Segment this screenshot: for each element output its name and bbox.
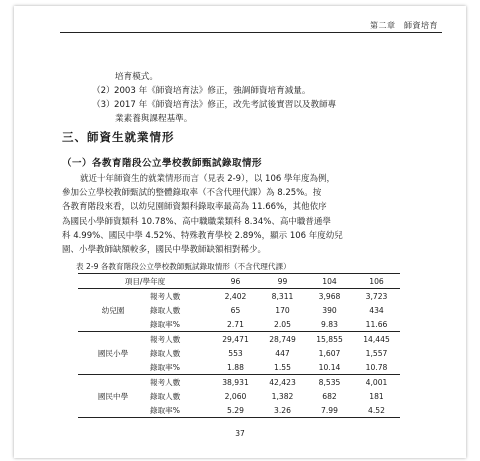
- value-cell: 38,931: [222, 377, 249, 387]
- value-cell: 14,445: [363, 334, 390, 344]
- value-cell: 7.99: [321, 405, 338, 415]
- value-cell: 3,723: [365, 291, 388, 301]
- subsection-title: （一）各教育階段公立學校教師甄試錄取情形: [62, 158, 263, 169]
- value-cell: 2.05: [274, 319, 291, 329]
- header-rule: [60, 32, 442, 33]
- list-item-text: 2003 年《師資培育法》修正，強調師資培育減量。: [114, 86, 311, 96]
- value-cell: 29,471: [222, 334, 249, 344]
- list-item-number: （2）: [92, 86, 115, 96]
- item-cell: 錄取率%: [150, 405, 180, 415]
- header-cell-year: 96: [230, 276, 241, 286]
- table-group: [78, 289, 400, 332]
- value-cell: 682: [322, 391, 337, 401]
- header-cell-year: 106: [369, 276, 384, 286]
- item-cell: 錄取人數: [150, 305, 181, 315]
- value-cell: 8,535: [318, 377, 341, 387]
- value-cell: 28,749: [269, 334, 296, 344]
- value-cell: 1,382: [271, 391, 294, 401]
- item-cell: 錄取人數: [150, 391, 181, 401]
- item-cell: 錄取人數: [150, 348, 181, 358]
- page-number: 37: [235, 429, 245, 438]
- value-cell: 10.14: [318, 362, 341, 372]
- item-cell: 錄取率%: [150, 362, 180, 372]
- value-cell: 1.55: [274, 362, 291, 372]
- value-cell: 1,607: [318, 348, 341, 358]
- list-item-text: 2017 年《師資培育法》修正，改先考試後實習以及教師專: [114, 100, 337, 110]
- table-caption: 表 2-9 各教育階段公立學校教師甄試錄取情形（不含代理代課）: [76, 262, 291, 271]
- level-cell: 幼兒園: [101, 305, 125, 315]
- table-row: [78, 332, 400, 347]
- value-cell: 4,001: [365, 377, 388, 387]
- paragraph-line: 就近十年師資生的就業情形而言（見表 2-9），以 106 學年度為例，: [80, 174, 335, 184]
- paragraph-line: 各教育階段來看，以幼兒園師資類科錄取率最高為 11.66%，其他依序: [62, 202, 327, 213]
- value-cell: 1.88: [227, 362, 244, 372]
- value-cell: 447: [275, 348, 290, 358]
- table-row: [78, 289, 400, 304]
- value-cell: 2,402: [224, 291, 247, 301]
- list-item: [92, 70, 336, 84]
- paragraph-line: 為國民小學師資類科 10.78%、高中職職業類科 8.34%、高中職普通學: [62, 216, 331, 227]
- table-group: [78, 332, 400, 375]
- item-cell: 報考人數: [150, 291, 181, 301]
- value-cell: 8,311: [271, 291, 294, 301]
- list-item-text: 業素養與課程基準。: [115, 114, 193, 124]
- paragraph-line: 科 4.99%、國民中學 4.52%、特殊教育學校 2.89%，顯示 106 年度幼兒: [62, 230, 343, 241]
- item-cell: 報考人數: [150, 377, 181, 387]
- list-item: [92, 84, 336, 98]
- value-cell: 3,968: [318, 291, 341, 301]
- header-cell-year: 104: [322, 276, 337, 286]
- list-item: [92, 98, 336, 112]
- table-header-row: [78, 274, 400, 289]
- section-title: 三、師資生就業情形: [62, 130, 175, 144]
- paragraph-line: 參加公立學校教師甄試的整體錄取率（不含代理代課）為 8.25%。按: [62, 188, 322, 199]
- value-cell: 65: [230, 305, 241, 315]
- numbered-list: [92, 70, 336, 126]
- value-cell: 1,557: [365, 348, 388, 358]
- table-group: [78, 375, 400, 418]
- value-cell: 181: [369, 391, 384, 401]
- header-cell-year: 99: [277, 276, 288, 286]
- value-cell: 10.78: [365, 362, 388, 372]
- value-cell: 553: [228, 348, 243, 358]
- body-paragraph: [62, 172, 434, 257]
- level-cell: 國民中學: [97, 391, 129, 401]
- value-cell: 4.52: [368, 405, 385, 415]
- value-cell: 2,060: [224, 391, 247, 401]
- value-cell: 3.26: [274, 405, 291, 415]
- list-item: [92, 112, 336, 126]
- level-cell: 國民小學: [97, 348, 129, 358]
- list-item-number: （3）: [92, 100, 115, 110]
- value-cell: 11.66: [365, 319, 388, 329]
- list-item-text: 培育模式。: [115, 72, 158, 82]
- value-cell: 390: [322, 305, 337, 315]
- value-cell: 9.83: [321, 319, 338, 329]
- value-cell: 2.71: [227, 319, 244, 329]
- value-cell: 170: [275, 305, 290, 315]
- value-cell: 15,855: [316, 334, 343, 344]
- item-cell: 錄取率%: [150, 319, 180, 329]
- data-table: [78, 273, 400, 418]
- paragraph-line: 園、小學教師缺額較多，國民中學教師缺額相對稀少。: [62, 245, 267, 256]
- value-cell: 5.29: [227, 405, 244, 415]
- running-header: 第二章 師資培育: [370, 21, 438, 30]
- value-cell: 42,423: [269, 377, 296, 387]
- table-row: [78, 375, 400, 390]
- header-cell: 項目/學年度: [124, 276, 166, 286]
- item-cell: 報考人數: [150, 334, 181, 344]
- value-cell: 434: [369, 305, 384, 315]
